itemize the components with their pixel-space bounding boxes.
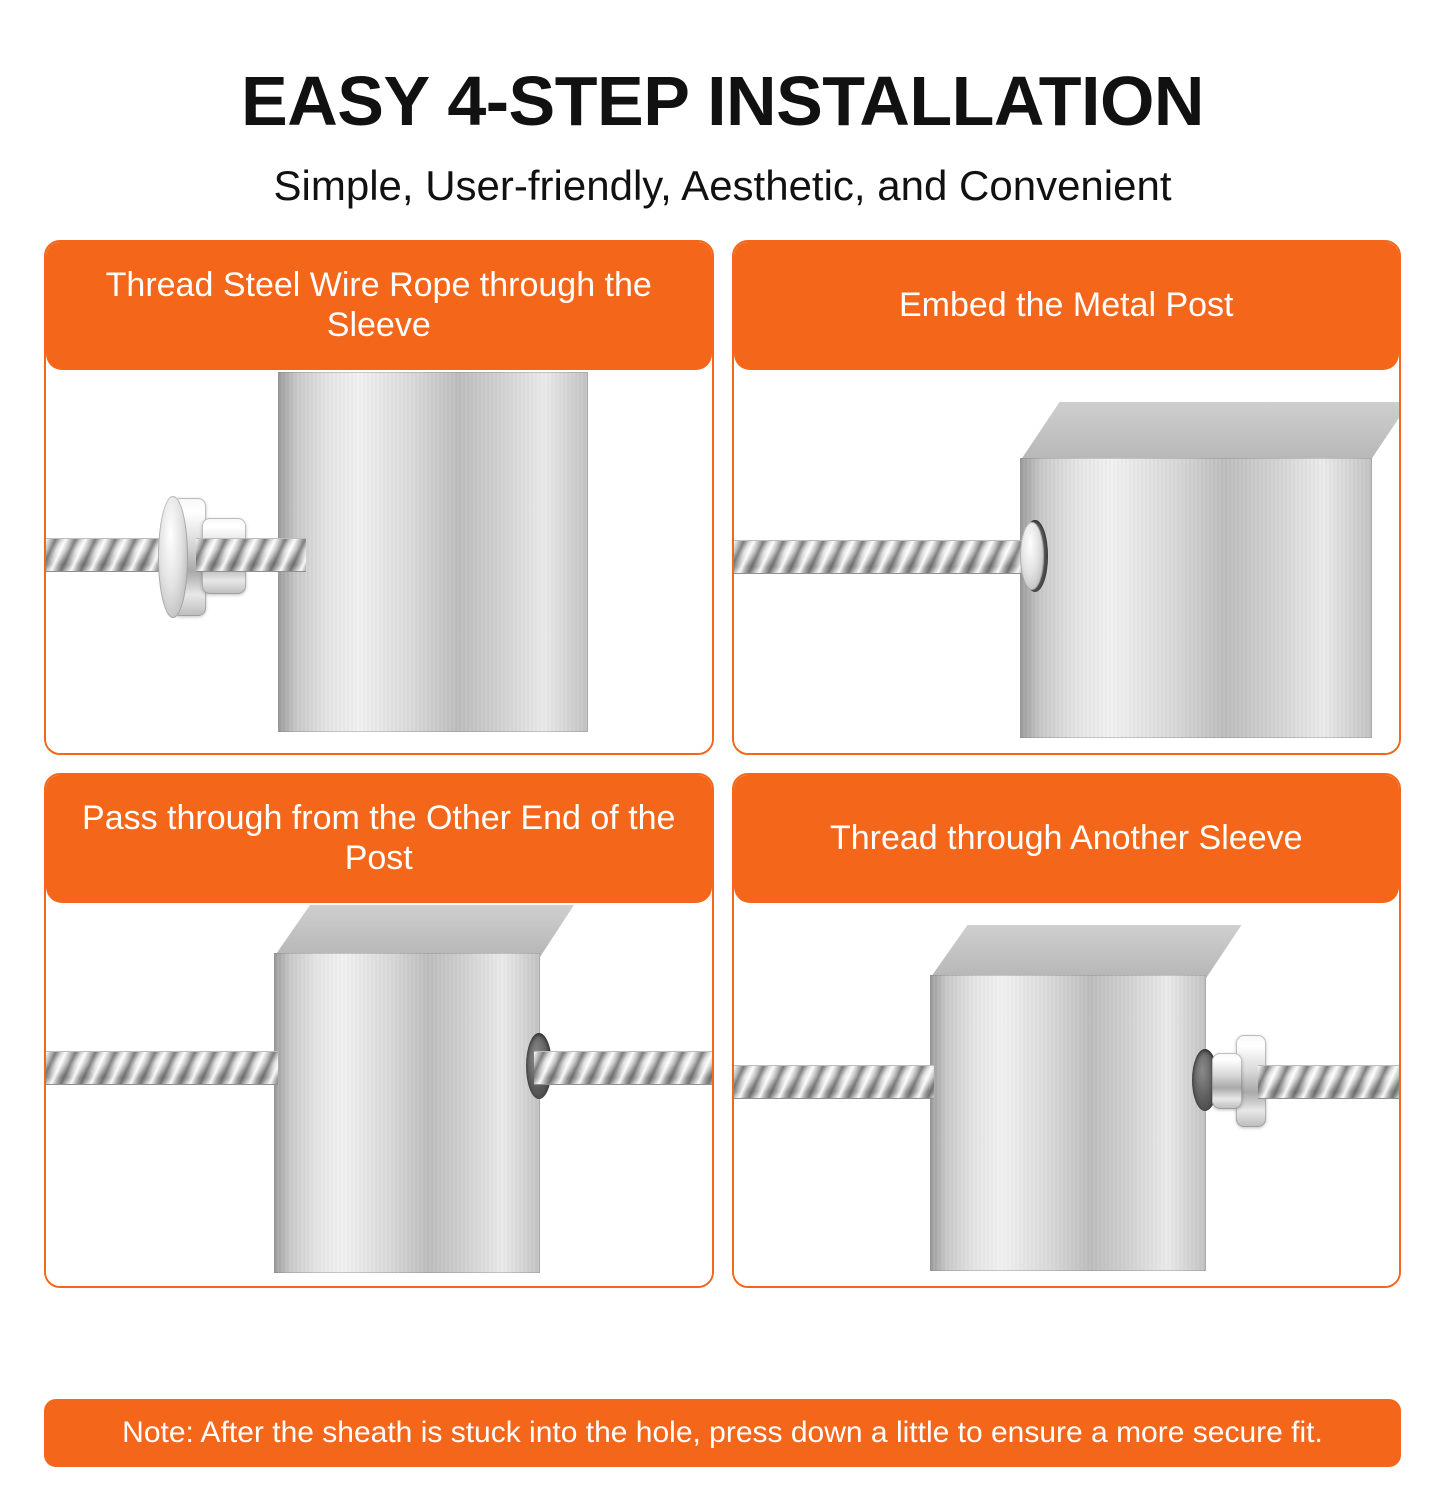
page-subtitle: Simple, User-friendly, Aesthetic, and Convenient xyxy=(273,162,1172,209)
step-card-4 xyxy=(732,773,1402,1288)
steel-wire-rope-right xyxy=(534,1051,712,1085)
note-banner: Note: After the sheath is stuck into the hole, press down a little to ensure a more secure fit. xyxy=(44,1399,1401,1467)
step-card-1 xyxy=(44,240,714,755)
steps-grid xyxy=(44,240,1401,1288)
brushed-texture xyxy=(274,953,540,1273)
metal-post xyxy=(274,953,540,1273)
steel-wire-rope xyxy=(734,540,1034,574)
metal-post xyxy=(278,372,588,732)
page-title: EASY 4-STEP INSTALLATION xyxy=(241,62,1204,140)
step-2-title: Embed the Metal Post xyxy=(734,242,1400,370)
brushed-texture xyxy=(930,975,1206,1271)
post-top-face xyxy=(274,905,574,957)
step-1-illustration xyxy=(46,370,712,753)
step-4-title: Thread through Another Sleeve xyxy=(734,775,1400,903)
post-top-face xyxy=(930,925,1242,979)
metal-post xyxy=(1020,458,1372,738)
step-card-2 xyxy=(732,240,1402,755)
sleeve-face xyxy=(1020,522,1044,590)
steel-wire-rope-left xyxy=(46,1051,278,1085)
steel-wire-rope-left xyxy=(734,1065,934,1099)
step-3-illustration xyxy=(46,903,712,1286)
step-4-illustration xyxy=(734,903,1400,1286)
sleeve-face xyxy=(158,496,188,618)
steel-wire-rope-segment xyxy=(196,538,306,572)
steel-wire-rope-right xyxy=(1258,1065,1400,1099)
sleeve-body xyxy=(1212,1053,1242,1109)
step-3-title: Pass through from the Other End of the Post xyxy=(46,775,712,903)
step-1-title: Thread Steel Wire Rope through the Sleeve xyxy=(46,242,712,370)
brushed-texture xyxy=(278,372,588,732)
step-card-3 xyxy=(44,773,714,1288)
installation-infographic xyxy=(0,62,1445,1511)
step-2-illustration xyxy=(734,370,1400,753)
brushed-texture xyxy=(1020,458,1372,738)
post-top-face xyxy=(1020,402,1400,462)
metal-post xyxy=(930,975,1206,1271)
